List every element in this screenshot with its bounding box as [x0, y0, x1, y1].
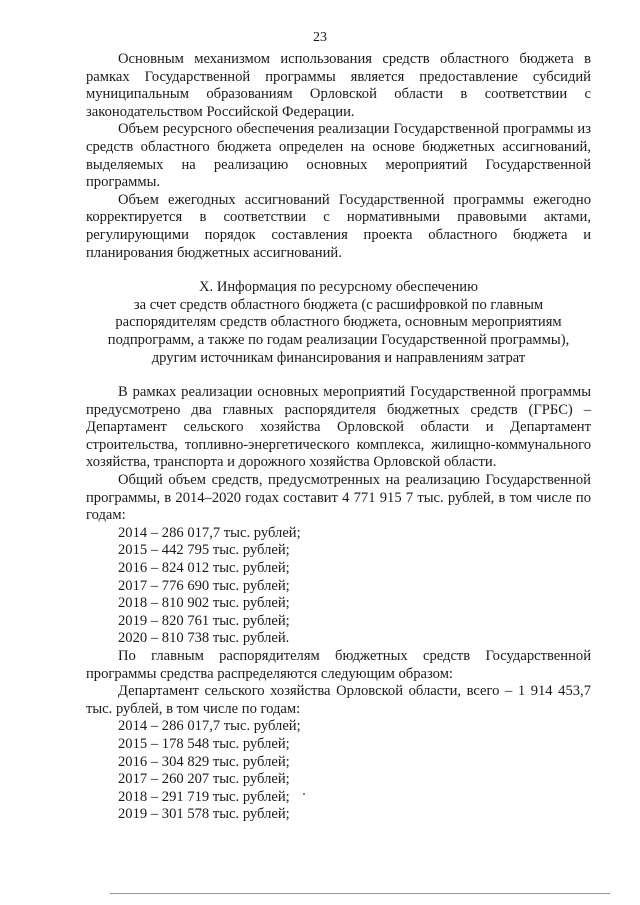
- paragraph-total-volume: Общий объем средств, предусмотренных на реализацию Государственной программы, в 2014–2020 годах составит 4 771 915 7 тыс. рублей, в том числе по годам:: [86, 472, 591, 524]
- scan-edge-line: [110, 893, 610, 894]
- section-heading: [86, 279, 591, 367]
- section-heading-line: распорядителям средств областного бюджета, основным мероприятиям: [115, 314, 562, 331]
- list-item: 2017 – 260 207 тыс. рублей;: [118, 771, 290, 788]
- paragraph-resource-volume: Объем ресурсного обеспечения реализации Государственной программы из средств областного бюджета определен на основе бюджетных ассигнований, выделяемых на реализацию основных мероприятий Государственной программы.: [86, 121, 591, 191]
- list-item: 2016 – 824 012 тыс. рублей;: [118, 560, 290, 577]
- paragraph-distribution: По главным распорядителям бюджетных средств Государственной программы средства распределяются следующим образом:: [86, 648, 591, 682]
- spacer: [86, 262, 591, 279]
- list-item: 2015 – 178 548 тыс. рублей;: [118, 735, 290, 752]
- scan-speck: [303, 793, 305, 795]
- list-item: 2019 – 820 761 тыс. рублей;: [118, 612, 290, 629]
- list-item: 2015 – 442 795 тыс. рублей;: [118, 542, 290, 559]
- list-item: 2017 – 776 690 тыс. рублей;: [118, 577, 290, 594]
- page-number: 23: [313, 30, 327, 45]
- list-item: 2020 – 810 738 тыс. рублей.: [118, 630, 290, 647]
- section-heading-line: за счет средств областного бюджета (с расшифровкой по главным: [133, 296, 544, 313]
- list-item: 2019 – 301 578 тыс. рублей;: [118, 806, 290, 823]
- paragraph-grbs: В рамках реализации основных мероприятий Государственной программы предусмотрено два главных распорядителя бюджетных средств (ГРБС) – Департамент сельского хозяйства Орловской области и Департамент строительства, топливно-энергетического комплекса, жилищно-коммунального хозяйства, транспорта и дорожного хозяйства Орловской области.: [86, 384, 591, 471]
- section-heading-line: X. Информация по ресурсному обеспечению: [199, 279, 478, 296]
- document-body: [86, 51, 591, 824]
- list-item: 2018 – 291 719 тыс. рублей;: [118, 788, 290, 805]
- spacer: [86, 367, 591, 384]
- list-item: 2014 – 286 017,7 тыс. рублей;: [118, 524, 301, 541]
- section-heading-line: другим источникам финансирования и направлениям затрат: [151, 349, 526, 366]
- agriculture-by-year-list: [86, 718, 591, 824]
- list-item: 2014 – 286 017,7 тыс. рублей;: [118, 718, 301, 735]
- paragraph-mechanism: Основным механизмом использования средств областного бюджета в рамках Государственной программы является предоставление субсидий муниципальным образованиям Орловской области в соответствии с законодательством Российской Федерации.: [86, 51, 591, 120]
- list-item: 2018 – 810 902 тыс. рублей;: [118, 595, 290, 612]
- total-by-year-list: [86, 525, 591, 648]
- paragraph-annual-adjustment: Объем ежегодных ассигнований Государственной программы ежегодно корректируется в соответствии с нормативными правовыми актами, регулирующими порядок составления проекта областного бюджета и планирования бюджетных ассигнований.: [86, 191, 591, 261]
- section-heading-line: подпрограмм, а также по годам реализации Государственной программы),: [107, 331, 570, 348]
- list-item: 2016 – 304 829 тыс. рублей;: [118, 753, 290, 770]
- paragraph-agriculture-department: Департамент сельского хозяйства Орловской области, всего – 1 914 453,7 тыс. рублей, в том числе по годам:: [86, 683, 591, 717]
